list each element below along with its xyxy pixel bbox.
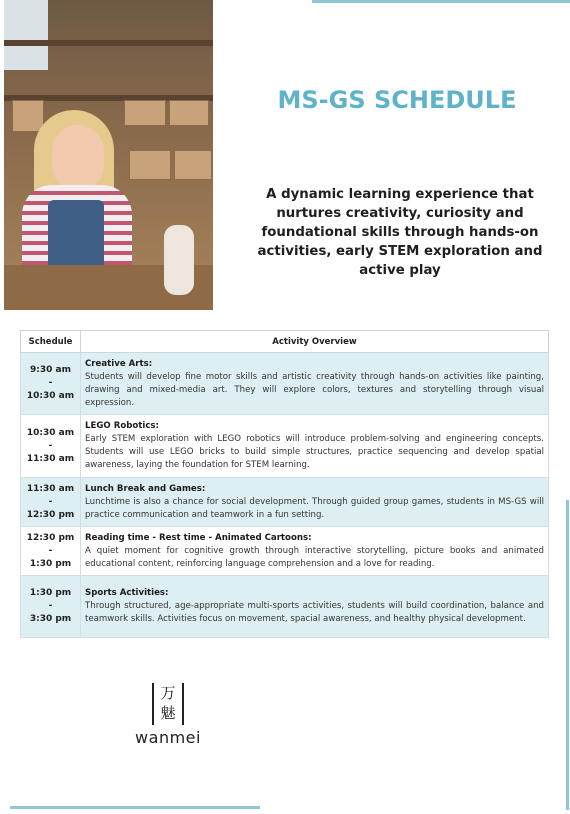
logo-glyph-bottom: 魅 [160,704,176,722]
logo-wordmark: wanmei [135,728,201,747]
time-start: 12:30 pm [26,532,75,543]
time-start: 9:30 am [30,365,71,375]
hero-photo [4,0,213,310]
activity-description: Early STEM exploration with LEGO robotics will introduce problem-solving and engineering concepts. Students will use LEGO bricks to build simple structures, practice sequencing and develop spatial awareness, laying the foundation for STEM learning. [85,434,544,470]
activity-name: LEGO Robotics: [85,421,159,431]
photo-box [169,100,209,126]
time-start: 10:30 am [26,427,75,438]
time-end: 10:30 am [26,391,75,401]
time-end: 11:30 am [26,453,75,464]
time-start: 1:30 pm [29,588,72,598]
activity-cell [81,576,549,638]
table-row [21,576,549,638]
time-cell [21,415,81,478]
time-end: 12:30 pm [26,509,75,520]
time-cell [21,353,81,415]
time-separator: - [48,545,53,556]
top-accent-bar [312,0,570,3]
table-row [21,478,549,527]
photo-box [12,100,44,132]
activity-cell [81,527,549,576]
photo-box [129,150,171,180]
photo-box [124,100,166,126]
activity-name: Creative Arts: [85,358,153,369]
time-separator: - [48,440,53,451]
photo-wooden-figure [164,225,194,295]
wanmei-logo [128,683,208,753]
activity-name: Reading time - Rest time - Animated Cartoons: [85,532,312,543]
time-separator: - [48,601,53,611]
activity-name: Sports Activities: [85,588,169,598]
time-cell [21,478,81,527]
activity-cell [81,478,549,527]
column-header-schedule: Schedule [21,331,81,353]
logo-mark [152,683,184,725]
table-row [21,527,549,576]
activity-description: A quiet moment for cognitive growth through interactive storytelling, picture books and animated educational content, reinforcing language comprehension and a love for reading. [85,545,544,569]
table-row [21,353,549,415]
time-start: 11:30 am [26,483,75,494]
time-cell [21,576,81,638]
photo-box [174,150,212,180]
schedule-table [20,330,549,638]
bottom-accent-bar [10,806,260,809]
table-row [21,415,549,478]
table-header-row [21,331,549,353]
activity-description: Lunchtime is also a chance for social development. Through guided group games, students in MS-GS will practice communication and teamwork in a fun setting. [85,496,544,520]
activity-cell [81,415,549,478]
time-end: 3:30 pm [29,614,72,624]
page-title: MS-GS SCHEDULE [277,86,517,114]
photo-child-face [52,125,104,191]
time-separator: - [48,378,53,388]
activity-description: Through structured, age-appropriate multi-sports activities, students will build coordination, balance and teamwork skills. Activities focus on movement, spacial awareness, and healthy physical development. [85,601,544,624]
page-subtitle: A dynamic learning experience that nurtures creativity, curiosity and foundational skills through hands-on activities, early STEM exploration and active play [257,187,543,278]
column-header-activity: Activity Overview [81,331,549,353]
logo-glyph-top: 万 [160,684,176,702]
right-accent-bar [566,500,569,810]
activity-cell [81,353,549,415]
photo-window [4,0,48,70]
activity-description: Students will develop fine motor skills and artistic creativity through hands-on activities like painting, drawing and mixed-media art. They will explore colors, textures and storytelling through visual expression. [85,371,544,408]
activity-name: Lunch Break and Games: [85,483,206,494]
time-cell [21,527,81,576]
time-end: 1:30 pm [29,558,72,569]
photo-shelf [4,40,213,46]
photo-child-overall [48,200,104,275]
time-separator: - [48,496,53,507]
